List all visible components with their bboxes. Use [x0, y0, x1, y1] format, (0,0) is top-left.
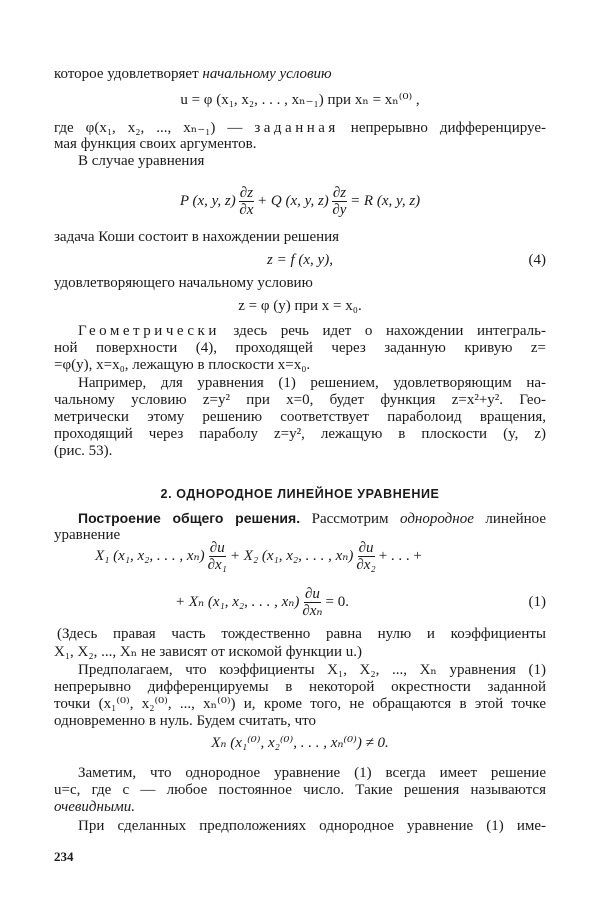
text-line	[54, 510, 546, 528]
eq-part: Xₙ (x₁⁽⁰⁾, x₂⁽⁰⁾, . . . , xₙ⁽⁰⁾) ≠ 0.	[211, 735, 389, 751]
text-line: В случае уравнения	[78, 153, 205, 169]
text-line: задача Коши состоит в нахождении решения	[54, 229, 340, 245]
equation-1-line1	[95, 540, 587, 573]
text-line: (рис. 53).	[54, 443, 113, 459]
text: линейное	[473, 511, 547, 527]
equation-number: (1)	[528, 594, 546, 610]
fraction	[356, 540, 375, 573]
numerator: ∂z	[332, 185, 347, 201]
section-heading: 2. ОДНОРОДНОЕ ЛИНЕЙНОЕ УРАВНЕНИЕ	[160, 487, 440, 501]
italic-term: однородное	[400, 511, 474, 527]
eq-part: + X₂ (x₁, x₂, . . . , xₙ)	[229, 547, 354, 564]
text-line: уравнение	[54, 527, 121, 543]
text-line	[54, 323, 546, 340]
text: Рассмотрим	[300, 511, 401, 527]
text: которое удовлетворяет	[54, 66, 203, 82]
text-line	[54, 799, 546, 816]
eq-part: + . . . +	[378, 547, 422, 564]
eq-part: = 0.	[325, 593, 349, 610]
text: непрерывно дифференцируе-	[338, 120, 546, 136]
eq-part: z = f (x, y),	[267, 252, 333, 268]
text-line: (Здесь правая часть тождественно равна нулю и коэффициенты	[57, 626, 546, 642]
text-line: Например, для уравнения (1) решением, удовлетворяющим на-	[78, 375, 546, 391]
text-line: мая функция своих аргументов.	[54, 136, 257, 152]
denominator: ∂xₙ	[302, 603, 323, 619]
text-line: Заметим, что однородное уравнение (1) всегда имеет решение	[78, 765, 546, 781]
text-line: проходящий через параболу z=y², лежащую в плоскости (y, z)	[54, 426, 546, 442]
eq-part: = R (x, y, z)	[350, 192, 421, 209]
page-number: 234	[54, 849, 74, 864]
text-line	[54, 66, 546, 83]
italic-term: очевидными.	[54, 799, 135, 815]
text: где φ(x₁, x₂, ..., xₙ₋₁) —	[54, 120, 255, 136]
denominator: ∂x₁	[207, 557, 227, 573]
text-line: =φ(y), x=x₀, лежащую в плоскости x=x₀.	[54, 357, 311, 373]
equation-nonzero	[54, 735, 546, 752]
text-line: Предполагаем, что коэффициенты X₁, X₂, ..., Xₙ уравнения (1)	[78, 662, 546, 678]
equation-1-line2	[175, 586, 546, 619]
text-line: метрически этому решению соответствует параболоид вращения,	[54, 409, 546, 425]
eq-part: + Xₙ (x₁, x₂, . . . , xₙ)	[175, 593, 300, 610]
fraction	[239, 185, 254, 218]
denominator: ∂x	[239, 202, 254, 218]
eq-part: P (x, y, z)	[179, 192, 236, 209]
spaced-term: заданная	[254, 120, 339, 136]
equation-number: (4)	[528, 252, 546, 268]
eq-part: + Q (x, y, z)	[257, 192, 329, 209]
text-line: точки (x₁⁽⁰⁾, x₂⁽⁰⁾, ..., xₙ⁽⁰⁾) и, кроме того, не обращаются в этой точке	[54, 696, 546, 712]
fraction	[332, 185, 347, 218]
text-line: ной поверхности (4), проходящей через заданную кривую z=	[54, 340, 546, 356]
numerator: ∂z	[239, 185, 254, 201]
numerator: ∂u	[358, 540, 374, 556]
text-line: одновременно в нуль. Будем считать, что	[54, 713, 317, 729]
bold-term: Построение общего решения.	[78, 510, 301, 526]
equation-initial-condition: u = φ (x₁, x₂, . . . , xₙ₋₁) при xₙ = xₙ⁽⁰⁾ ,	[180, 92, 420, 108]
denominator: ∂y	[332, 202, 347, 218]
italic-term: начальному условию	[202, 66, 332, 82]
text-line: u=c, где c — любое постоянное число. Такие решения называются	[54, 782, 546, 798]
denominator: ∂x₂	[356, 557, 376, 573]
equation-4	[54, 252, 546, 269]
text-line	[54, 120, 546, 137]
spaced-term: Геометрически	[78, 323, 220, 339]
text-line: X₁, X₂, ..., Xₙ не зависят от искомой функции u.)	[54, 644, 362, 660]
numerator: ∂u	[304, 586, 320, 602]
numerator: ∂u	[209, 540, 225, 556]
fraction	[302, 586, 322, 619]
equation-condition: z = φ (y) при x = x₀.	[238, 298, 362, 314]
text-line: непрерывно дифференцируемы в некоторой окрестности заданной	[54, 679, 546, 695]
text-line: удовлетворяющего начальному условию	[54, 275, 313, 291]
eq-part: X₁ (x₁, x₂, . . . , xₙ)	[95, 547, 205, 564]
text: здесь речь идет о нахождении интеграль-	[219, 323, 546, 339]
text-line: При сделанных предположениях однородное уравнение (1) име-	[78, 818, 546, 834]
equation-pde	[54, 185, 546, 218]
fraction	[208, 540, 227, 573]
text-line: чальному условию z=y² при x=0, будет функция z=x²+y². Гео-	[54, 392, 546, 408]
